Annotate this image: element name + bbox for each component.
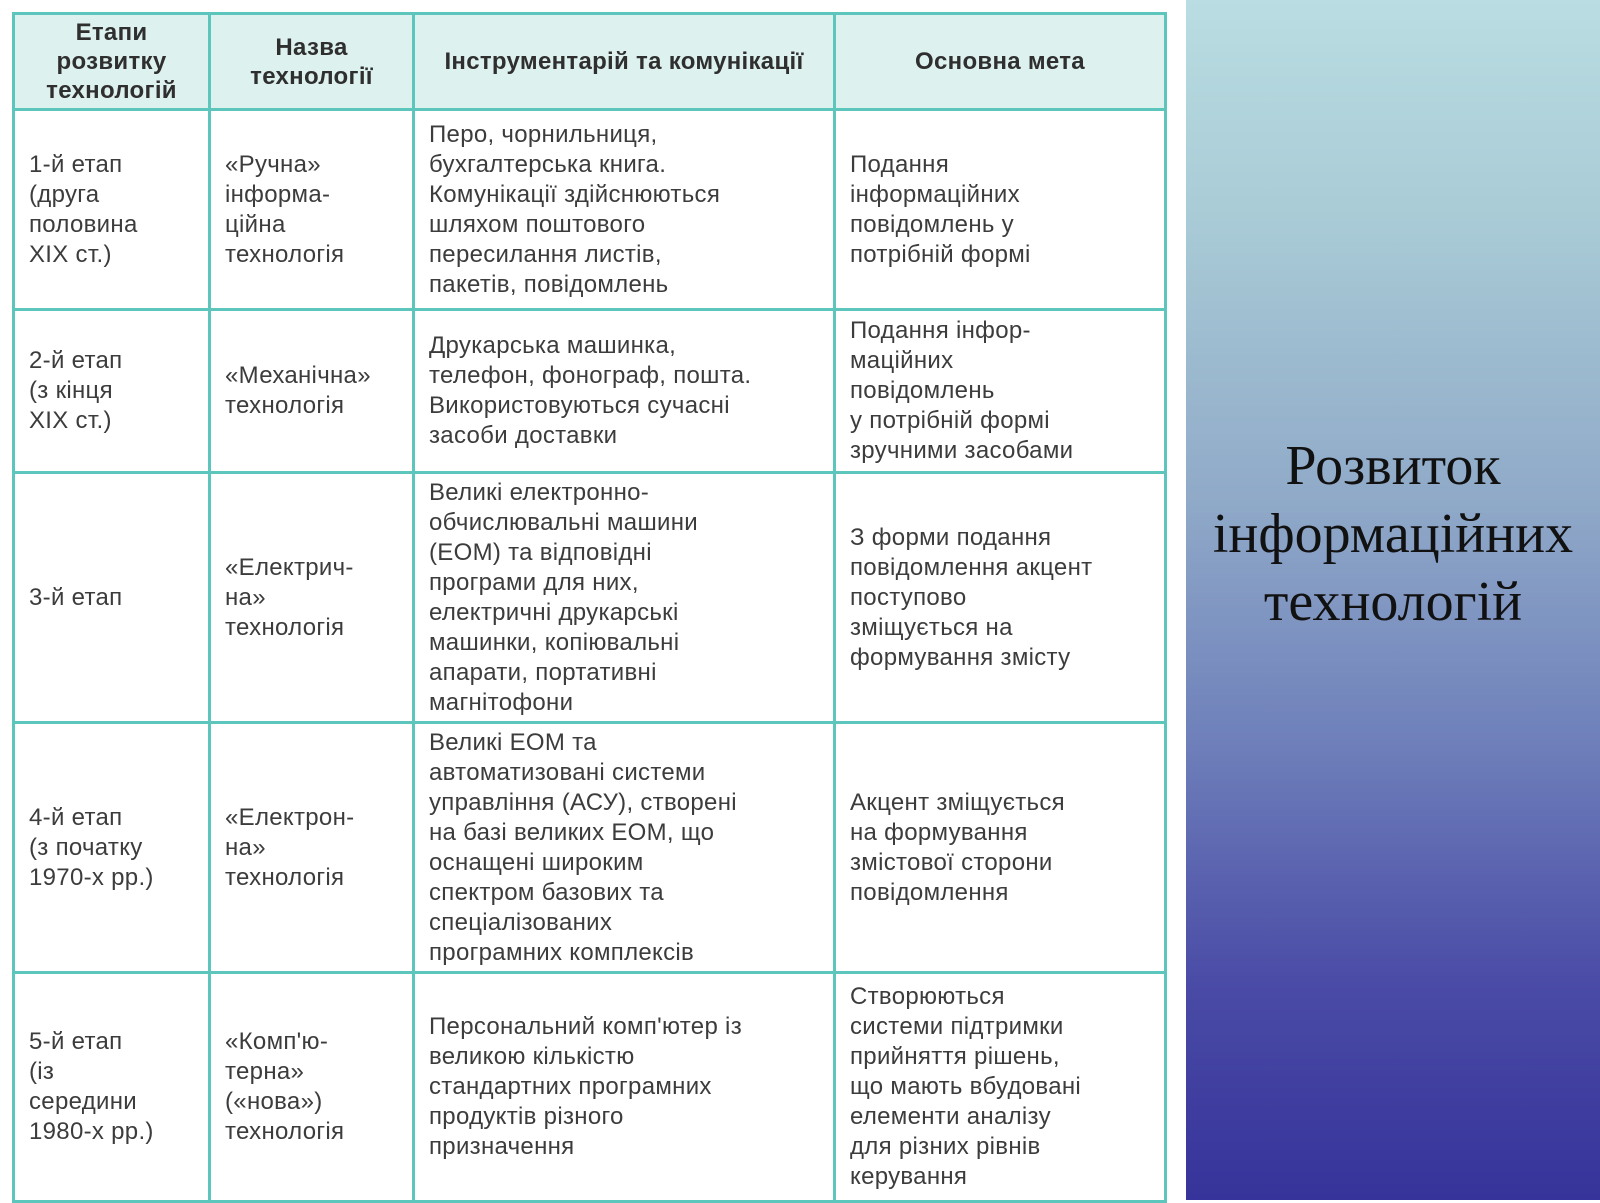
header-technology-name: Назва технології [210,14,414,110]
header-main-goal: Основна мета [835,14,1166,110]
header-tools-communications: Інструментарій та комунікації [414,14,835,110]
cell-technology-name: «Ручна» інформа- ційна технологія [210,110,414,310]
cell-stage: 1-й етап (друга половина XIX ст.) [14,110,210,310]
table-row [14,473,1166,723]
cell-stage: 5-й етап (із середини 1980-х рр.) [14,973,210,1202]
cell-stage: 3-й етап [14,473,210,723]
cell-goal: Подання інформаційних повідомлень у потрібній формі [835,110,1166,310]
table-row [14,723,1166,973]
slide-title: Розвиток інформаційних технологій [1212,435,1574,633]
cell-tools: Друкарська машинка, телефон, фонограф, пошта. Використовуються сучасні засоби доставки [414,310,835,473]
cell-stage: 4-й етап (з початку 1970-х рр.) [14,723,210,973]
cell-technology-name: «Механічна» технологія [210,310,414,473]
cell-technology-name: «Електрон- на» технологія [210,723,414,973]
cell-goal: З форми подання повідомлення акцент поступово зміщується на формування змісту [835,473,1166,723]
technology-stages-table [12,12,1167,1203]
table-row [14,310,1166,473]
cell-goal: Створюються системи підтримки прийняття рішень, що мають вбудовані елементи аналізу для різних рівнів керування [835,973,1166,1202]
cell-tools: Великі електронно- обчислювальні машини (ЕОМ) та відповідні програми для них, електричні друкарські машинки, копіювальні апарати, портативні магнітофони [414,473,835,723]
cell-technology-name: «Комп'ю- терна» («нова») технологія [210,973,414,1202]
table-header-row [14,14,1166,110]
cell-tools: Великі ЕОМ та автоматизовані системи управління (АСУ), створені на базі великих ЕОМ, що оснащені широким спектром базових та спеціалізованих програмних комплексів [414,723,835,973]
cell-technology-name: «Електрич- на» технологія [210,473,414,723]
header-stages: Етапи розвитку технологій [14,14,210,110]
cell-tools: Персональний комп'ютер із великою кількістю стандартних програмних продуктів різного призначення [414,973,835,1202]
table-row [14,110,1166,310]
table-row [14,973,1166,1202]
cell-goal: Подання інфор- маційних повідомлень у потрібній формі зручними засобами [835,310,1166,473]
cell-goal: Акцент зміщується на формування змістової сторони повідомлення [835,723,1166,973]
cell-stage: 2-й етап (з кінця XIX ст.) [14,310,210,473]
cell-tools: Перо, чорнильниця, бухгалтерська книга. Комунікації здійснюються шляхом поштового пересилання листів, пакетів, повідомлень [414,110,835,310]
